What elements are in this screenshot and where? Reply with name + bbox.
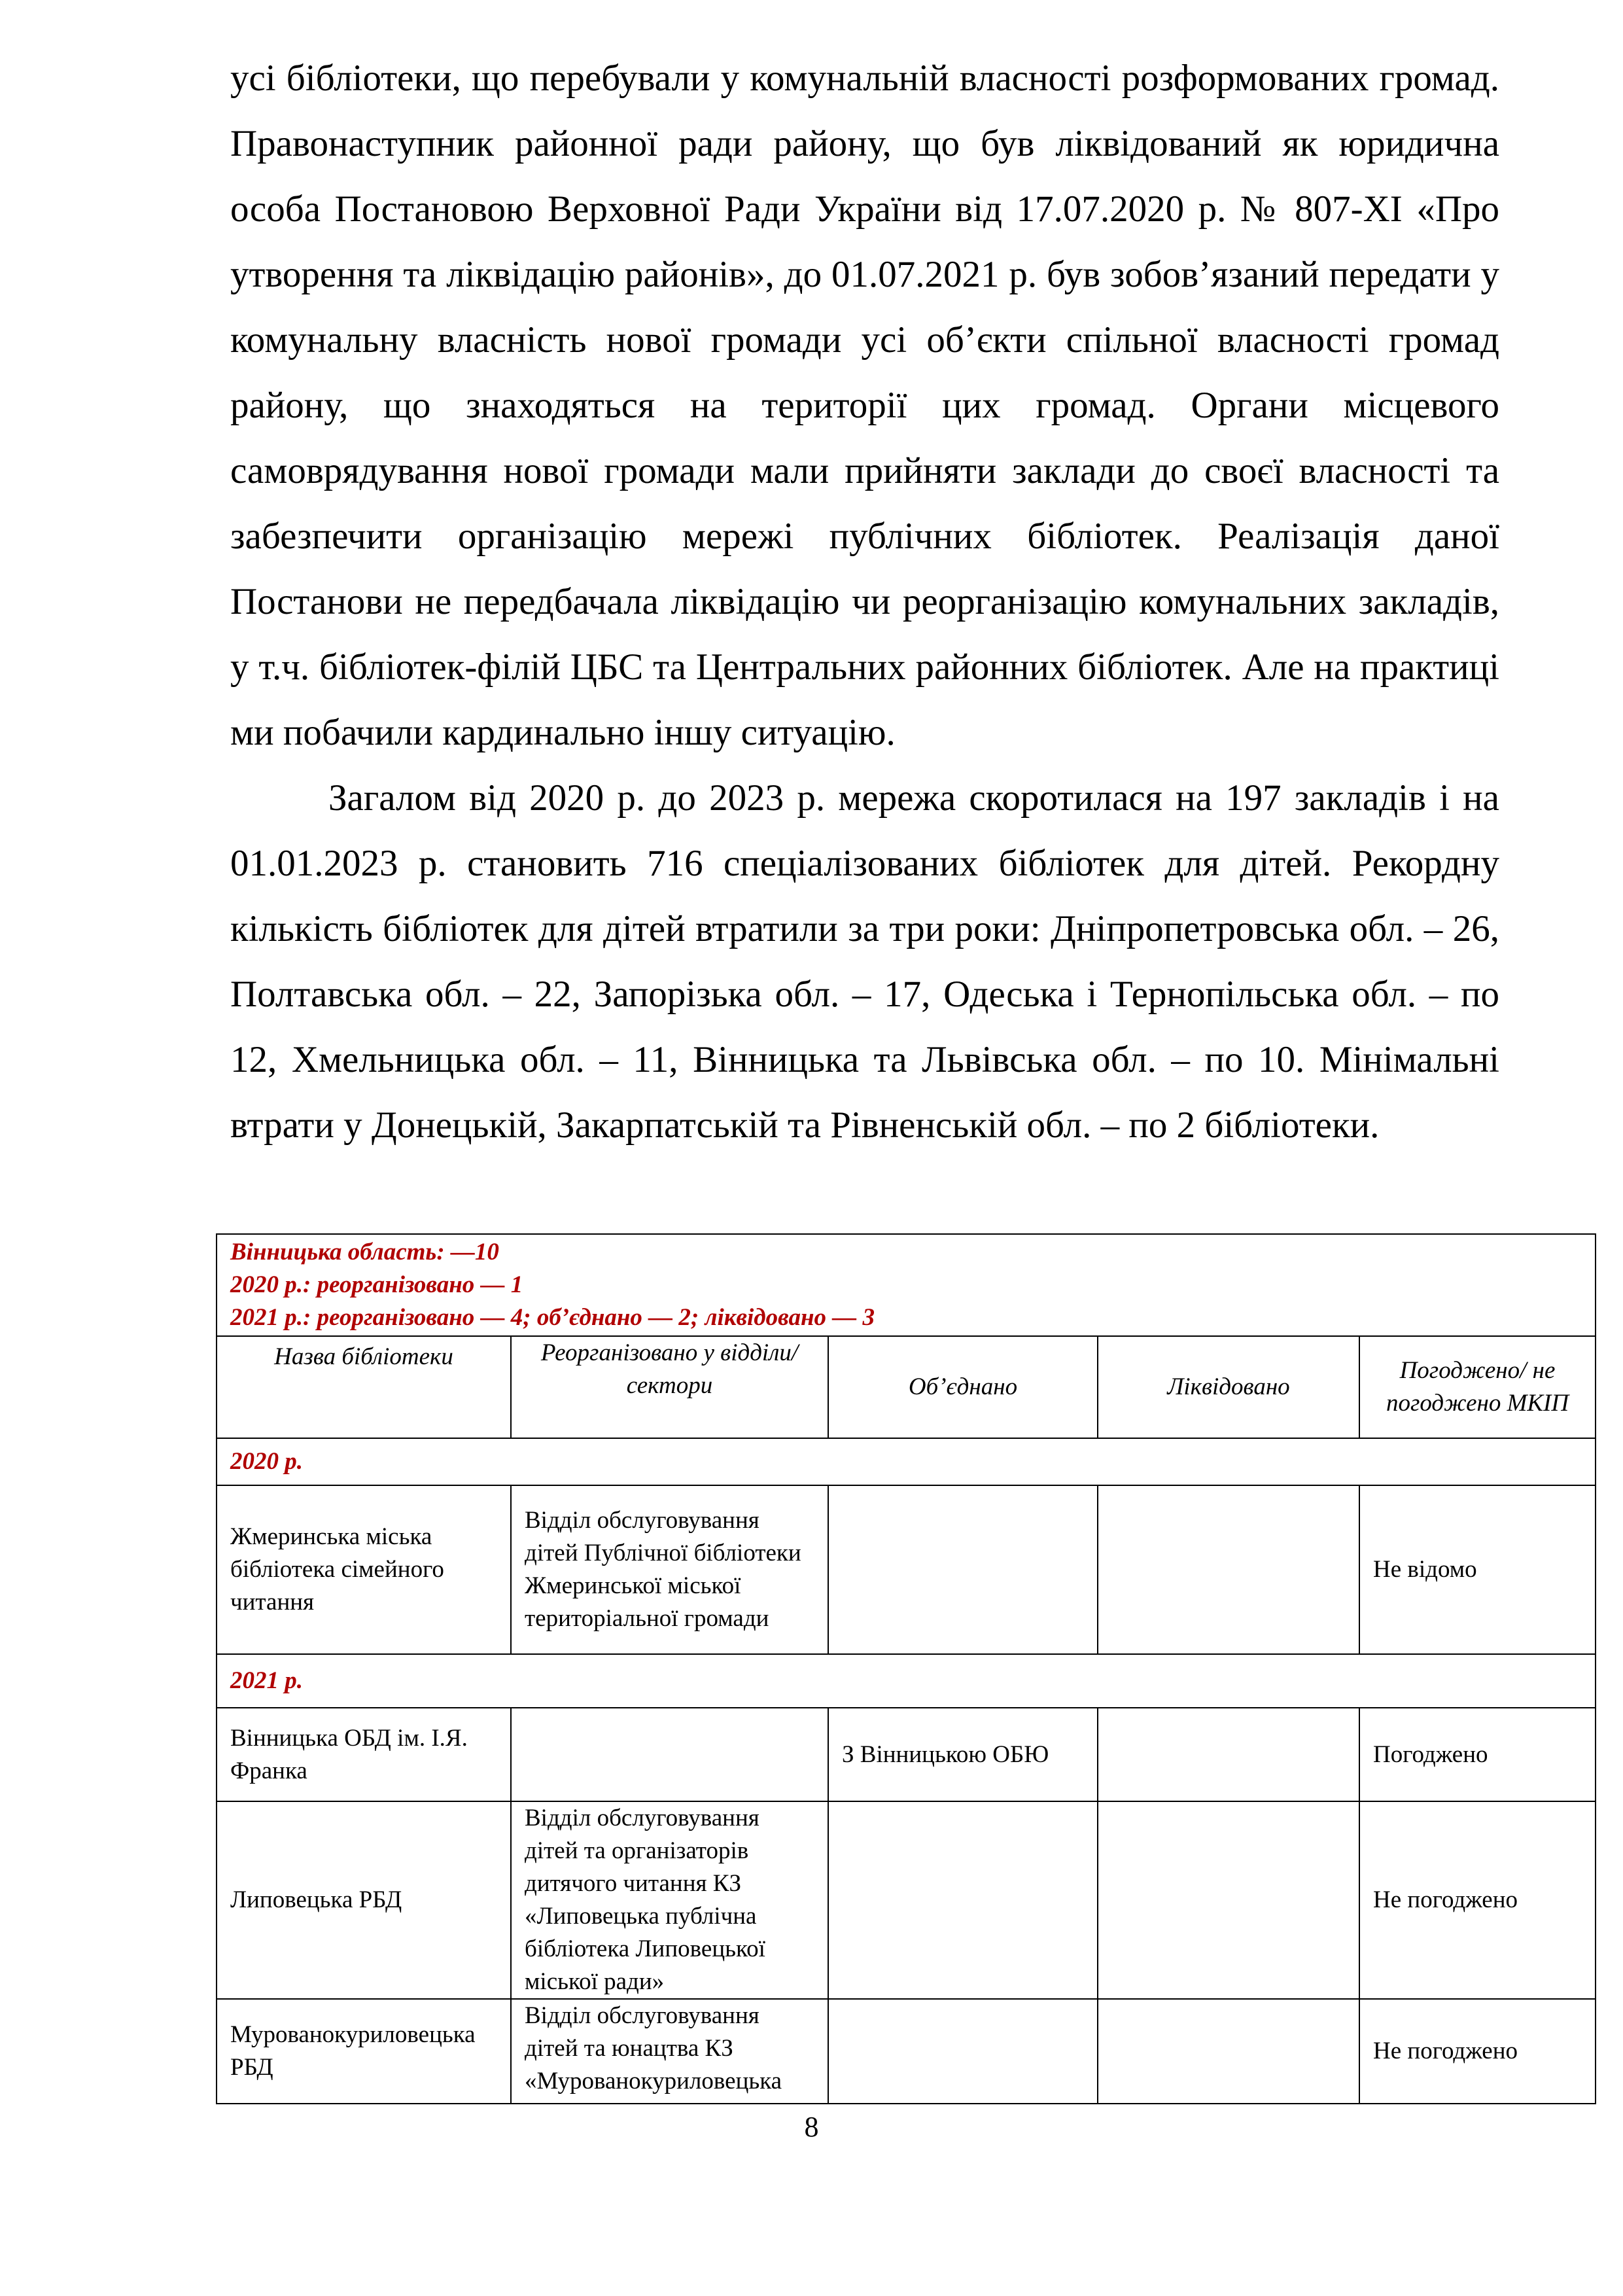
reorganized-cell <box>511 1708 828 1801</box>
header-approval: Погоджено/ не погоджено МКІП <box>1359 1336 1596 1438</box>
table-row <box>217 1485 1596 1654</box>
summary-2021: 2021 р.: реорганізовано — 4; об’єднано — 2; ліквідовано — 3 <box>230 1304 875 1331</box>
table-row <box>217 1801 1596 1999</box>
liquidated-cell <box>1098 1708 1359 1801</box>
library-reorganization-table <box>216 1233 1596 2104</box>
table-header-row <box>217 1336 1596 1438</box>
library-name-cell: Мурованокуриловецька РБД <box>217 1999 511 2104</box>
table-summary-row <box>217 1234 1596 1336</box>
liquidated-cell <box>1098 1801 1359 1999</box>
liquidated-cell <box>1098 1999 1359 2104</box>
header-liquidated: Ліквідовано <box>1098 1336 1359 1438</box>
approval-cell: Не погоджено <box>1359 1999 1596 2104</box>
header-library-name: Назва бібліотеки <box>217 1336 511 1438</box>
liquidated-cell <box>1098 1485 1359 1654</box>
table-row <box>217 1708 1596 1801</box>
library-name-cell: Вінницька ОБД ім. І.Я. Франка <box>217 1708 511 1801</box>
region-summary <box>217 1234 1596 1336</box>
body-text <box>230 46 1499 1158</box>
merged-cell <box>828 1801 1098 1999</box>
header-reorganized: Реорганізовано у відділи/сектори <box>511 1336 828 1438</box>
merged-cell <box>828 1485 1098 1654</box>
reorganized-cell: Відділ обслуговування дітей та юнацтва КЗ «Мурованокуриловецька <box>511 1999 828 2104</box>
page-number: 8 <box>804 2111 819 2143</box>
approval-cell: Не погоджено <box>1359 1801 1596 1999</box>
library-name-cell: Липовецька РБД <box>217 1801 511 1999</box>
library-name-cell: Жмеринська міська бібліотека сімейного читання <box>217 1485 511 1654</box>
year-label-2021: 2021 р. <box>217 1654 1596 1708</box>
merged-cell <box>828 1999 1098 2104</box>
approval-cell: Не відомо <box>1359 1485 1596 1654</box>
paragraph-continuation: усі бібліотеки, що перебували у комунальній власності розформованих громад. Правонаступник районної ради району, що був ліквідований як юридична особа Постановою Верховної Ради України від 17.07.2020 р. № 807-ХІ «Про утворення та ліквідацію районів», до 01.07.2021 р. був зобов’язаний передати у комунальну власність нової громади усі об’єкти спільної власності громад району, що знаходяться на території цих громад. Органи місцевого самоврядування нової громади мали прийняти заклади до своєї власності та забезпечити організацію мережі публічних бібліотек. Реалізація даної Постанови не передбачала ліквідацію чи реорганізацію комунальних закладів, у т.ч. бібліотек-філій ЦБС та Центральних районних бібліотек. Але на практиці ми побачили кардинально іншу ситуацію. <box>230 58 1499 753</box>
table-row <box>217 1999 1596 2104</box>
approval-cell: Погоджено <box>1359 1708 1596 1801</box>
year-row-2021 <box>217 1654 1596 1708</box>
paragraph-network-reduction: Загалом від 2020 р. до 2023 р. мережа скоротилася на 197 закладів і на 01.01.2023 р. становить 716 спеціалізованих бібліотек для дітей. Рекордну кількість бібліотек для дітей втратили за три роки: Дніпропетровська обл. – 26, Полтавська обл. – 22, Запорізька обл. – 17, Одеська і Тернопільська обл. – по 12, Хмельницька обл. – 11, Вінницька та Львівська обл. – по 10. Мінімальні втрати у Донецькій, Закарпатській та Рівненській обл. – по 2 бібліотеки. <box>230 777 1499 1146</box>
reorganized-cell: Відділ обслуговування дітей Публічної бібліотеки Жмеринської міської територіальної громади <box>511 1485 828 1654</box>
year-label-2020: 2020 р. <box>217 1438 1596 1485</box>
region-total: Вінницька область: —10 <box>230 1239 499 1265</box>
merged-cell: З Вінницькою ОБЮ <box>828 1708 1098 1801</box>
header-merged: Об’єднано <box>828 1336 1098 1438</box>
reorganized-cell: Відділ обслуговування дітей та організаторів дитячого читання КЗ «Липовецька публічна бібліотека Липовецької міської ради» <box>511 1801 828 1999</box>
summary-2020: 2020 р.: реорганізовано — 1 <box>230 1271 523 1298</box>
year-row-2020 <box>217 1438 1596 1485</box>
